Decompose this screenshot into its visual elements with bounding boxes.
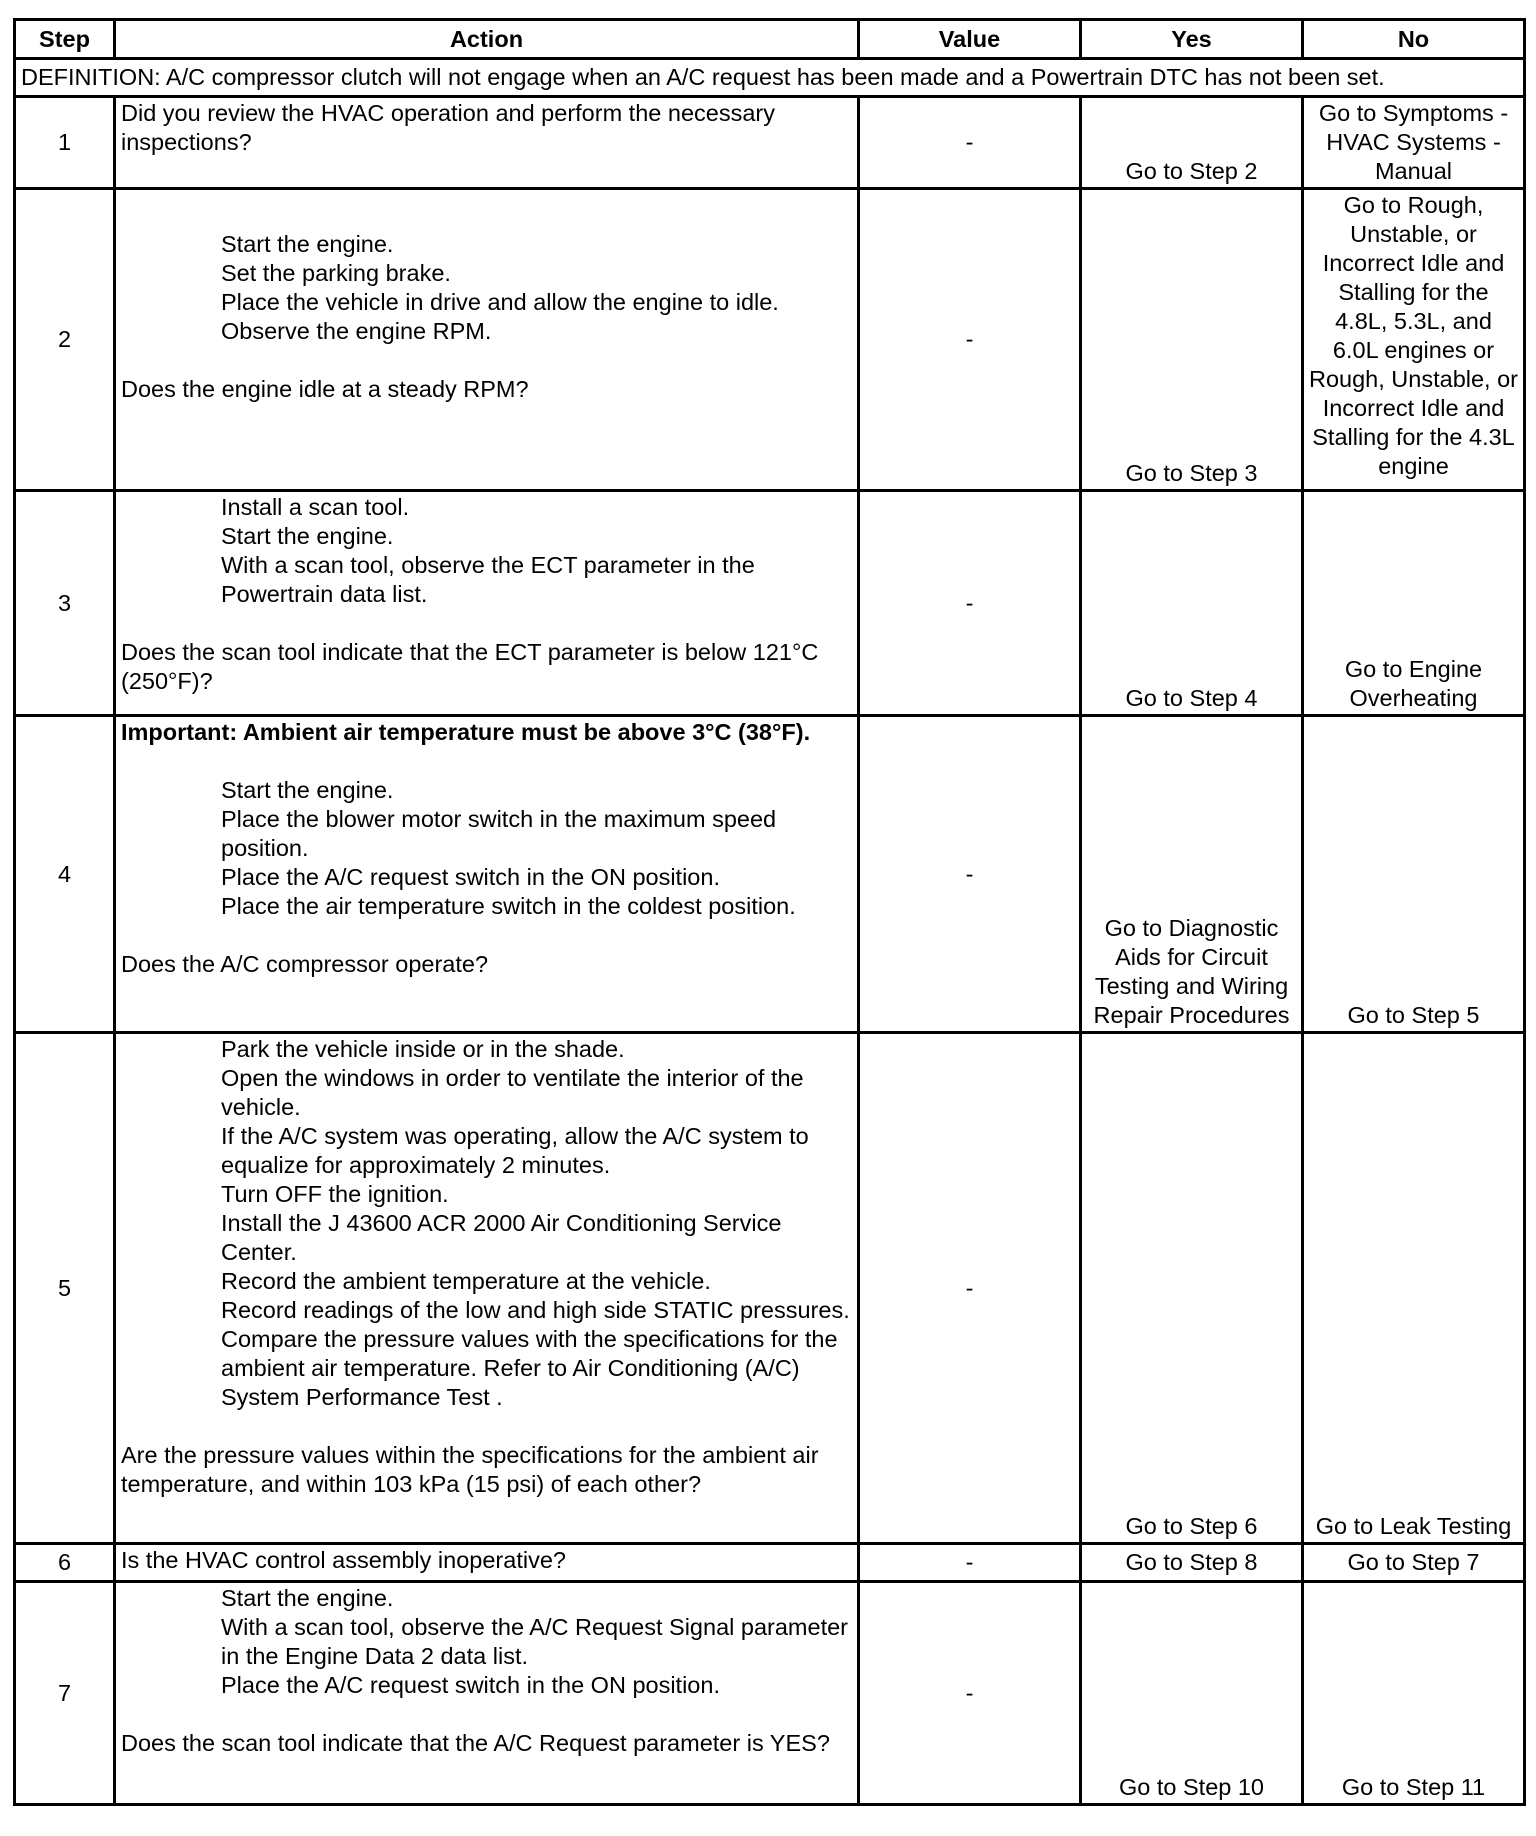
action-question: Does the scan tool indicate that the ECT parameter is below 121°C (250°F)? xyxy=(121,639,819,694)
no-cell: Go to Symptoms - HVAC Systems - Manual xyxy=(1303,97,1525,189)
action-step: Place the blower motor switch in the maximum speed position. xyxy=(221,806,777,861)
action-step: Start the engine. xyxy=(221,231,394,257)
action-step: With a scan tool, observe the ECT parameter in the Powertrain data list. xyxy=(221,552,755,607)
action-cell xyxy=(115,1544,859,1582)
action-step: Place the A/C request switch in the ON position. xyxy=(221,1672,720,1698)
action-question: Does the A/C compressor operate? xyxy=(121,951,489,977)
header-value: Value xyxy=(859,20,1081,59)
action-cell xyxy=(115,1582,859,1805)
no-cell: Go to Rough, Unstable, or Incorrect Idle and Stalling for the 4.8L, 5.3L, and 6.0L engines or Rough, Unstable, or Incorrect Idle and Stalling for the 4.3L engine xyxy=(1303,189,1525,491)
step-number: 7 xyxy=(15,1582,115,1805)
table-row xyxy=(15,1033,1525,1544)
action-cell xyxy=(115,97,859,189)
yes-cell: Go to Step 4 xyxy=(1081,491,1303,716)
table-row xyxy=(15,189,1525,491)
action-step: With a scan tool, observe the A/C Request Signal parameter in the Engine Data 2 data list. xyxy=(221,1614,848,1669)
table-row xyxy=(15,1544,1525,1582)
header-row xyxy=(15,20,1525,59)
table-row xyxy=(15,1582,1525,1805)
action-step: Compare the pressure values with the specifications for the ambient air temperature. Refer to Air Conditioning (A/C) System Performance Test . xyxy=(221,1326,838,1410)
step-number: 4 xyxy=(15,716,115,1033)
action-cell xyxy=(115,1033,859,1544)
no-cell: Go to Step 7 xyxy=(1303,1544,1525,1582)
value-cell: - xyxy=(859,1033,1081,1544)
action-step: Start the engine. xyxy=(221,523,394,549)
action-cell xyxy=(115,491,859,716)
yes-cell: Go to Step 2 xyxy=(1081,97,1303,189)
action-cell xyxy=(115,716,859,1033)
diagnostic-table xyxy=(13,18,1526,1806)
no-cell: Go to Step 11 xyxy=(1303,1582,1525,1805)
table-row xyxy=(15,491,1525,716)
yes-cell: Go to Step 10 xyxy=(1081,1582,1303,1805)
value-cell: - xyxy=(859,1544,1081,1582)
yes-cell: Go to Step 3 xyxy=(1081,189,1303,491)
header-no: No xyxy=(1303,20,1525,59)
action-question: Does the scan tool indicate that the A/C Request parameter is YES? xyxy=(121,1730,830,1756)
action-step: Install a scan tool. xyxy=(221,494,410,520)
no-cell: Go to Step 5 xyxy=(1303,716,1525,1033)
action-question: Does the engine idle at a steady RPM? xyxy=(121,376,529,402)
no-cell: Go to Leak Testing xyxy=(1303,1033,1525,1544)
header-step: Step xyxy=(15,20,115,59)
action-step: Set the parking brake. xyxy=(221,260,451,286)
value-cell: - xyxy=(859,97,1081,189)
action-step: Turn OFF the ignition. xyxy=(221,1181,449,1207)
step-number: 6 xyxy=(15,1544,115,1582)
step-number: 3 xyxy=(15,491,115,716)
step-number: 1 xyxy=(15,97,115,189)
no-cell: Go to Engine Overheating xyxy=(1303,491,1525,716)
action-cell xyxy=(115,189,859,491)
yes-cell: Go to Diagnostic Aids for Circuit Testing and Wiring Repair Procedures xyxy=(1081,716,1303,1033)
important-note: Important: Ambient air temperature must be above 3°C (38°F). xyxy=(121,719,811,745)
action-step: Open the windows in order to ventilate the interior of the vehicle. xyxy=(221,1065,804,1120)
step-number: 2 xyxy=(15,189,115,491)
table-row xyxy=(15,97,1525,189)
action-question: Did you review the HVAC operation and perform the necessary inspections? xyxy=(121,100,775,155)
action-step: Start the engine. xyxy=(221,777,394,803)
table-row xyxy=(15,716,1525,1033)
action-step: Install the J 43600 ACR 2000 Air Conditioning Service Center. xyxy=(221,1210,782,1265)
action-step: Observe the engine RPM. xyxy=(221,318,492,344)
value-cell: - xyxy=(859,1582,1081,1805)
yes-cell: Go to Step 6 xyxy=(1081,1033,1303,1544)
action-question: Are the pressure values within the specifications for the ambient air temperature, and within 103 kPa (15 psi) of each other? xyxy=(121,1442,819,1497)
action-step: Place the vehicle in drive and allow the engine to idle. xyxy=(221,289,779,315)
value-cell: - xyxy=(859,491,1081,716)
action-step: Record the ambient temperature at the vehicle. xyxy=(221,1268,711,1294)
action-question: Is the HVAC control assembly inoperative? xyxy=(121,1547,566,1573)
action-step: Place the air temperature switch in the coldest position. xyxy=(221,893,796,919)
value-cell: - xyxy=(859,189,1081,491)
header-action: Action xyxy=(115,20,859,59)
yes-cell: Go to Step 8 xyxy=(1081,1544,1303,1582)
value-cell: - xyxy=(859,716,1081,1033)
action-step: Place the A/C request switch in the ON position. xyxy=(221,864,720,890)
action-step: Start the engine. xyxy=(221,1585,394,1611)
action-step: If the A/C system was operating, allow the A/C system to equalize for approximately 2 minutes. xyxy=(221,1123,809,1178)
action-step: Park the vehicle inside or in the shade. xyxy=(221,1036,625,1062)
header-yes: Yes xyxy=(1081,20,1303,59)
action-step: Record readings of the low and high side STATIC pressures. xyxy=(221,1297,850,1323)
definition-row xyxy=(15,59,1525,97)
step-number: 5 xyxy=(15,1033,115,1544)
definition-text: DEFINITION: A/C compressor clutch will not engage when an A/C request has been made and a Powertrain DTC has not been set. xyxy=(15,59,1525,97)
